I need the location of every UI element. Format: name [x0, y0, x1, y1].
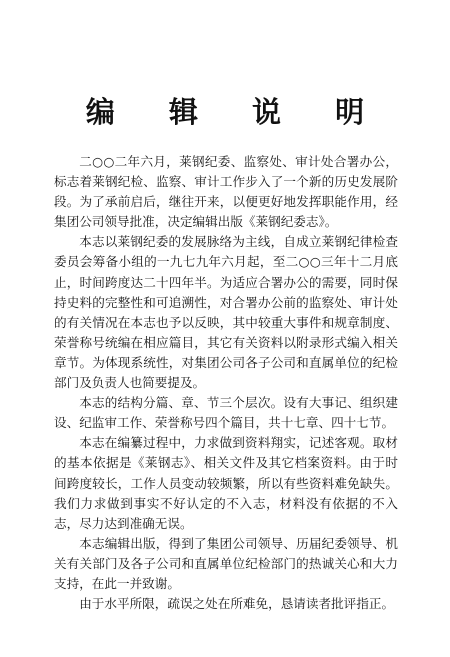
paragraph: 本志以莱钢纪委的发展脉络为主线，自成立莱钢纪律检查委员会筹备小组的一九七九年六月起，至二○○三年十二月底止，时间跨度达二十四年半。为适应合署办公的需要，同时保持史料的完整性和可追溯性，对合署办公前的监察处、审计处的有关情况在本志也予以反映，其中较重大事件和规章制度、荣誉称号统编在相应篇目，其它有关资料以附录形式编入相关章节。为体现系统性，对集团公司各子公司和直属单位的纪检部门及负责人也简要提及。 — [54, 234, 398, 391]
paragraph: 本志在编纂过程中，力求做到资料翔实，记述客观。取材的基本依据是《莱钢志》、相关文件及其它档案资料。由于时间跨度较长，工作人员变动较频繁，所以有些资料难免缺失。我们力求做到事实不好认定的不入志，材料没有依据的不入志，尽力达到准确无误。 — [54, 435, 398, 531]
page-title: 编 辑 说 明 — [85, 95, 387, 129]
body-text — [54, 152, 398, 614]
paragraph: 二○○二年六月，莱钢纪委、监察处、审计处合署办公，标志着莱钢纪检、监察、审计工作步入了一个新的历史发展阶段。为了承前启后，继往开来，以便更好地发挥职能作用，经集团公司领导批准，决定编辑出版《莱钢纪委志》。 — [54, 154, 398, 230]
paragraph: 本志的结构分篇、章、节三个层次。设有大事记、组织建设、纪监审工作、荣誉称号四个篇目，共十七章、四十七节。 — [54, 395, 398, 431]
paragraph: 由于水平所限，疏误之处在所难免，恳请读者批评指正。 — [79, 596, 395, 612]
paragraph: 本志编辑出版，得到了集团公司领导、历届纪委领导、机关有关部门及各子公司和直属单位纪检部门的热诚关心和大力支持，在此一并致谢。 — [54, 535, 398, 591]
